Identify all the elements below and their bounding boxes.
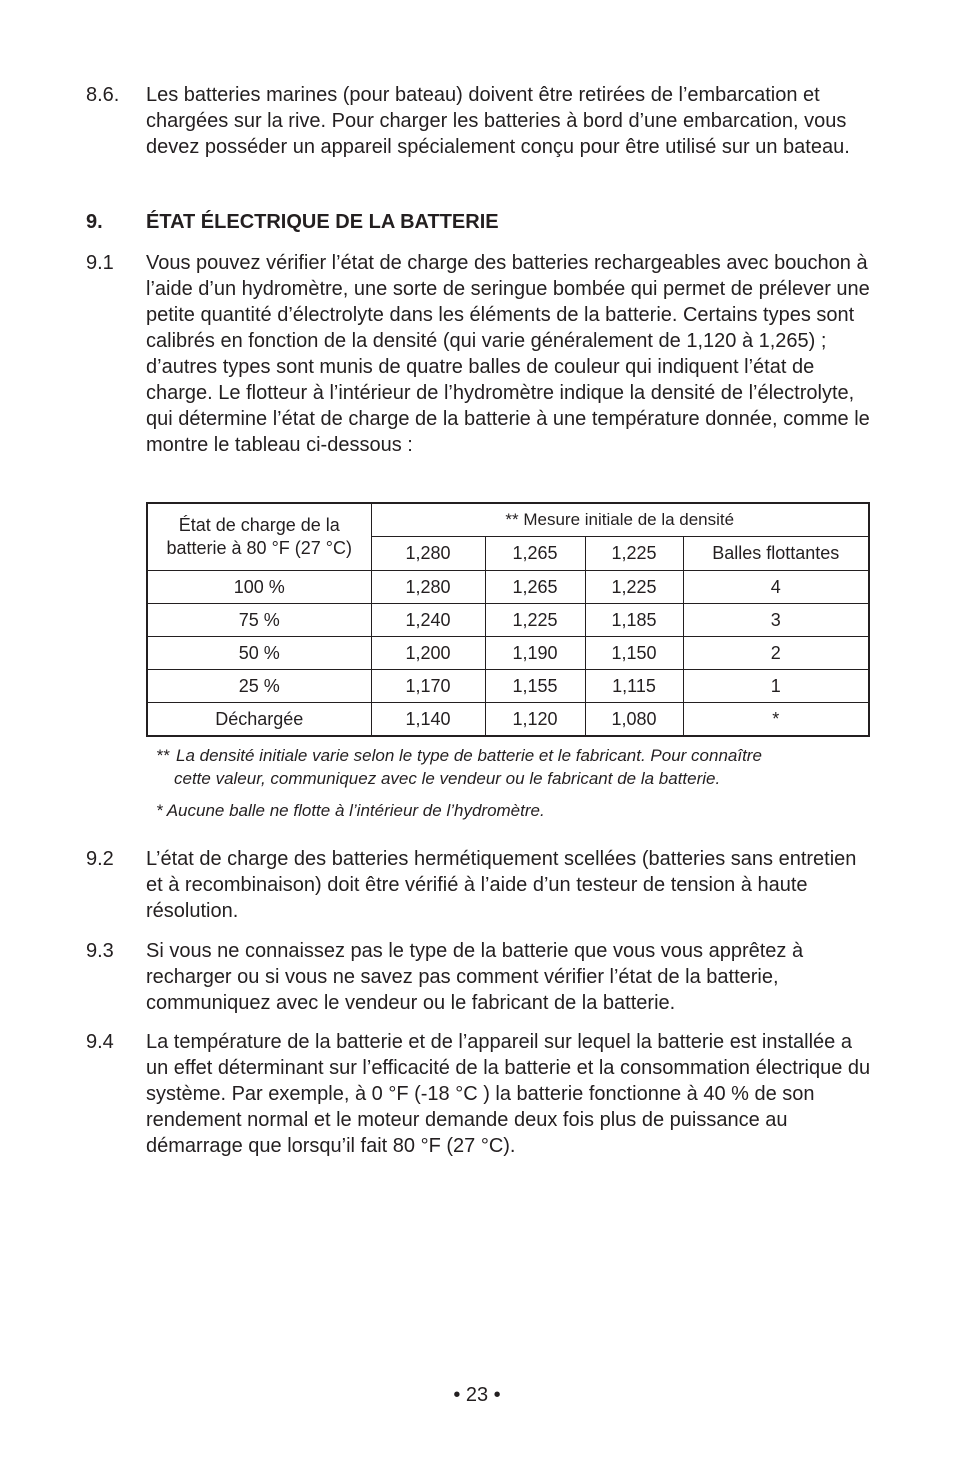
subheader-cell: 1,265: [485, 536, 585, 570]
subheader-cell: 1,225: [585, 536, 683, 570]
table-cell: 1,200: [371, 637, 485, 670]
table-row: [147, 703, 869, 737]
paragraph-9-4: [86, 1029, 876, 1159]
table-cell: 1,240: [371, 604, 485, 637]
paragraph-9-1: [86, 250, 876, 458]
table-cell: 1,225: [585, 571, 683, 604]
paragraph-9-3: [86, 938, 876, 1016]
section-number: 9.: [86, 211, 103, 233]
table-cell: 1,185: [585, 604, 683, 637]
table-cell: 1,150: [585, 637, 683, 670]
table-cell: 1: [683, 670, 869, 703]
footnote-line: La densité initiale varie selon le type de batterie et le fabricant. Pour connaître: [176, 746, 762, 765]
section-title: ÉTAT ÉLECTRIQUE DE LA BATTERIE: [146, 211, 499, 233]
table-row: [147, 571, 869, 604]
table-cell: 100 %: [147, 571, 371, 604]
section-heading: [86, 209, 499, 235]
paragraph-text: Les batteries marines (pour bateau) doivent être retirées de l’embarcation et chargées sur la rive. Pour charger les batteries à bord d’une embarcation, vous devez posséder un appareil spécialement conçu pour être utilisé sur un bateau.: [146, 84, 850, 158]
table-cell: 1,120: [485, 703, 585, 737]
table-cell: 3: [683, 604, 869, 637]
subheader-cell: Balles flottantes: [683, 536, 869, 570]
paragraph-number: 8.6.: [86, 84, 120, 106]
table-cell: 1,115: [585, 670, 683, 703]
table-cell: 1,140: [371, 703, 485, 737]
paragraph-number: 9.3: [86, 940, 114, 962]
table-cell: 1,265: [485, 571, 585, 604]
footnote-double-star: [156, 744, 762, 790]
paragraph-text: Si vous ne connaissez pas le type de la batterie que vous vous apprêtez à recharger ou si vous ne savez pas comment vérifier l’état de la batterie, communiquez avec le vendeur ou le fabricant de la batterie.: [146, 940, 804, 1014]
paragraph-number: 9.1: [86, 252, 114, 274]
state-header-line1: État de charge de la: [178, 515, 340, 535]
state-header-line2: batterie à 80 °F (27 °C): [166, 538, 352, 558]
paragraph-9-2: [86, 846, 876, 924]
table-cell: *: [683, 703, 869, 737]
table-cell: 1,280: [371, 571, 485, 604]
table-row: [147, 604, 869, 637]
paragraph-number: 9.2: [86, 848, 114, 870]
table-cell: 2: [683, 637, 869, 670]
measure-header: ** Mesure initiale de la densité: [371, 503, 869, 536]
page-number: • 23 •: [453, 1384, 501, 1406]
table-cell: 1,170: [371, 670, 485, 703]
table-cell: 50 %: [147, 637, 371, 670]
table-header-row: [147, 503, 869, 536]
footnote-marker: **: [156, 746, 170, 765]
paragraph-text: L’état de charge des batteries hermétiquement scellées (batteries sans entretien et à recombinaison) doit être vérifié à l’aide d’un testeur de tension à haute résolution.: [146, 848, 857, 922]
table-row: [147, 637, 869, 670]
footnote-line: cette valeur, communiquez avec le vendeur ou le fabricant de la batterie.: [174, 769, 721, 788]
table-cell: 25 %: [147, 670, 371, 703]
table-cell: Déchargée: [147, 703, 371, 737]
density-table: [146, 502, 870, 737]
paragraph-text: La température de la batterie et de l’appareil sur lequel la batterie est installée a un effet déterminant sur l’efficacité de la batterie et la consommation électrique du système. Par exemple, à 0 °F (-18 °C ) la batterie fonctionne à 40 % de son rendement normal et le moteur demande deux fois plus de puissance au démarrage que lorsqu’il fait 80 °F (27 °C).: [146, 1031, 871, 1157]
paragraph-text: Vous pouvez vérifier l’état de charge des batteries rechargeables avec bouchon à l’aide d’un hydromètre, une sorte de seringue bombée qui permet de prélever une petite quantité d’électrolyte dans les éléments de la batterie. Certains types sont calibrés en fonction de la densité (qui varie généralement de 1,120 à 1,265) ; d’autres types sont munis de quatre balles de couleur qui indiquent l’état de charge. Le flotteur à l’intérieur de l’hydromètre indique la densité de l’électrolyte, qui détermine l’état de charge de la batterie à une température donnée, comme le montre le tableau ci-dessous :: [146, 252, 870, 456]
table-cell: 75 %: [147, 604, 371, 637]
table-cell: 1,190: [485, 637, 585, 670]
footnote-single-star: * Aucune balle ne flotte à l’intérieur de l’hydromètre.: [156, 801, 545, 820]
subheader-cell: 1,280: [371, 536, 485, 570]
paragraph-8-6: [86, 82, 876, 160]
paragraph-number: 9.4: [86, 1031, 114, 1053]
state-header: [147, 503, 371, 571]
table-cell: 1,155: [485, 670, 585, 703]
table-cell: 4: [683, 571, 869, 604]
table-row: [147, 670, 869, 703]
table-cell: 1,080: [585, 703, 683, 737]
table-cell: 1,225: [485, 604, 585, 637]
